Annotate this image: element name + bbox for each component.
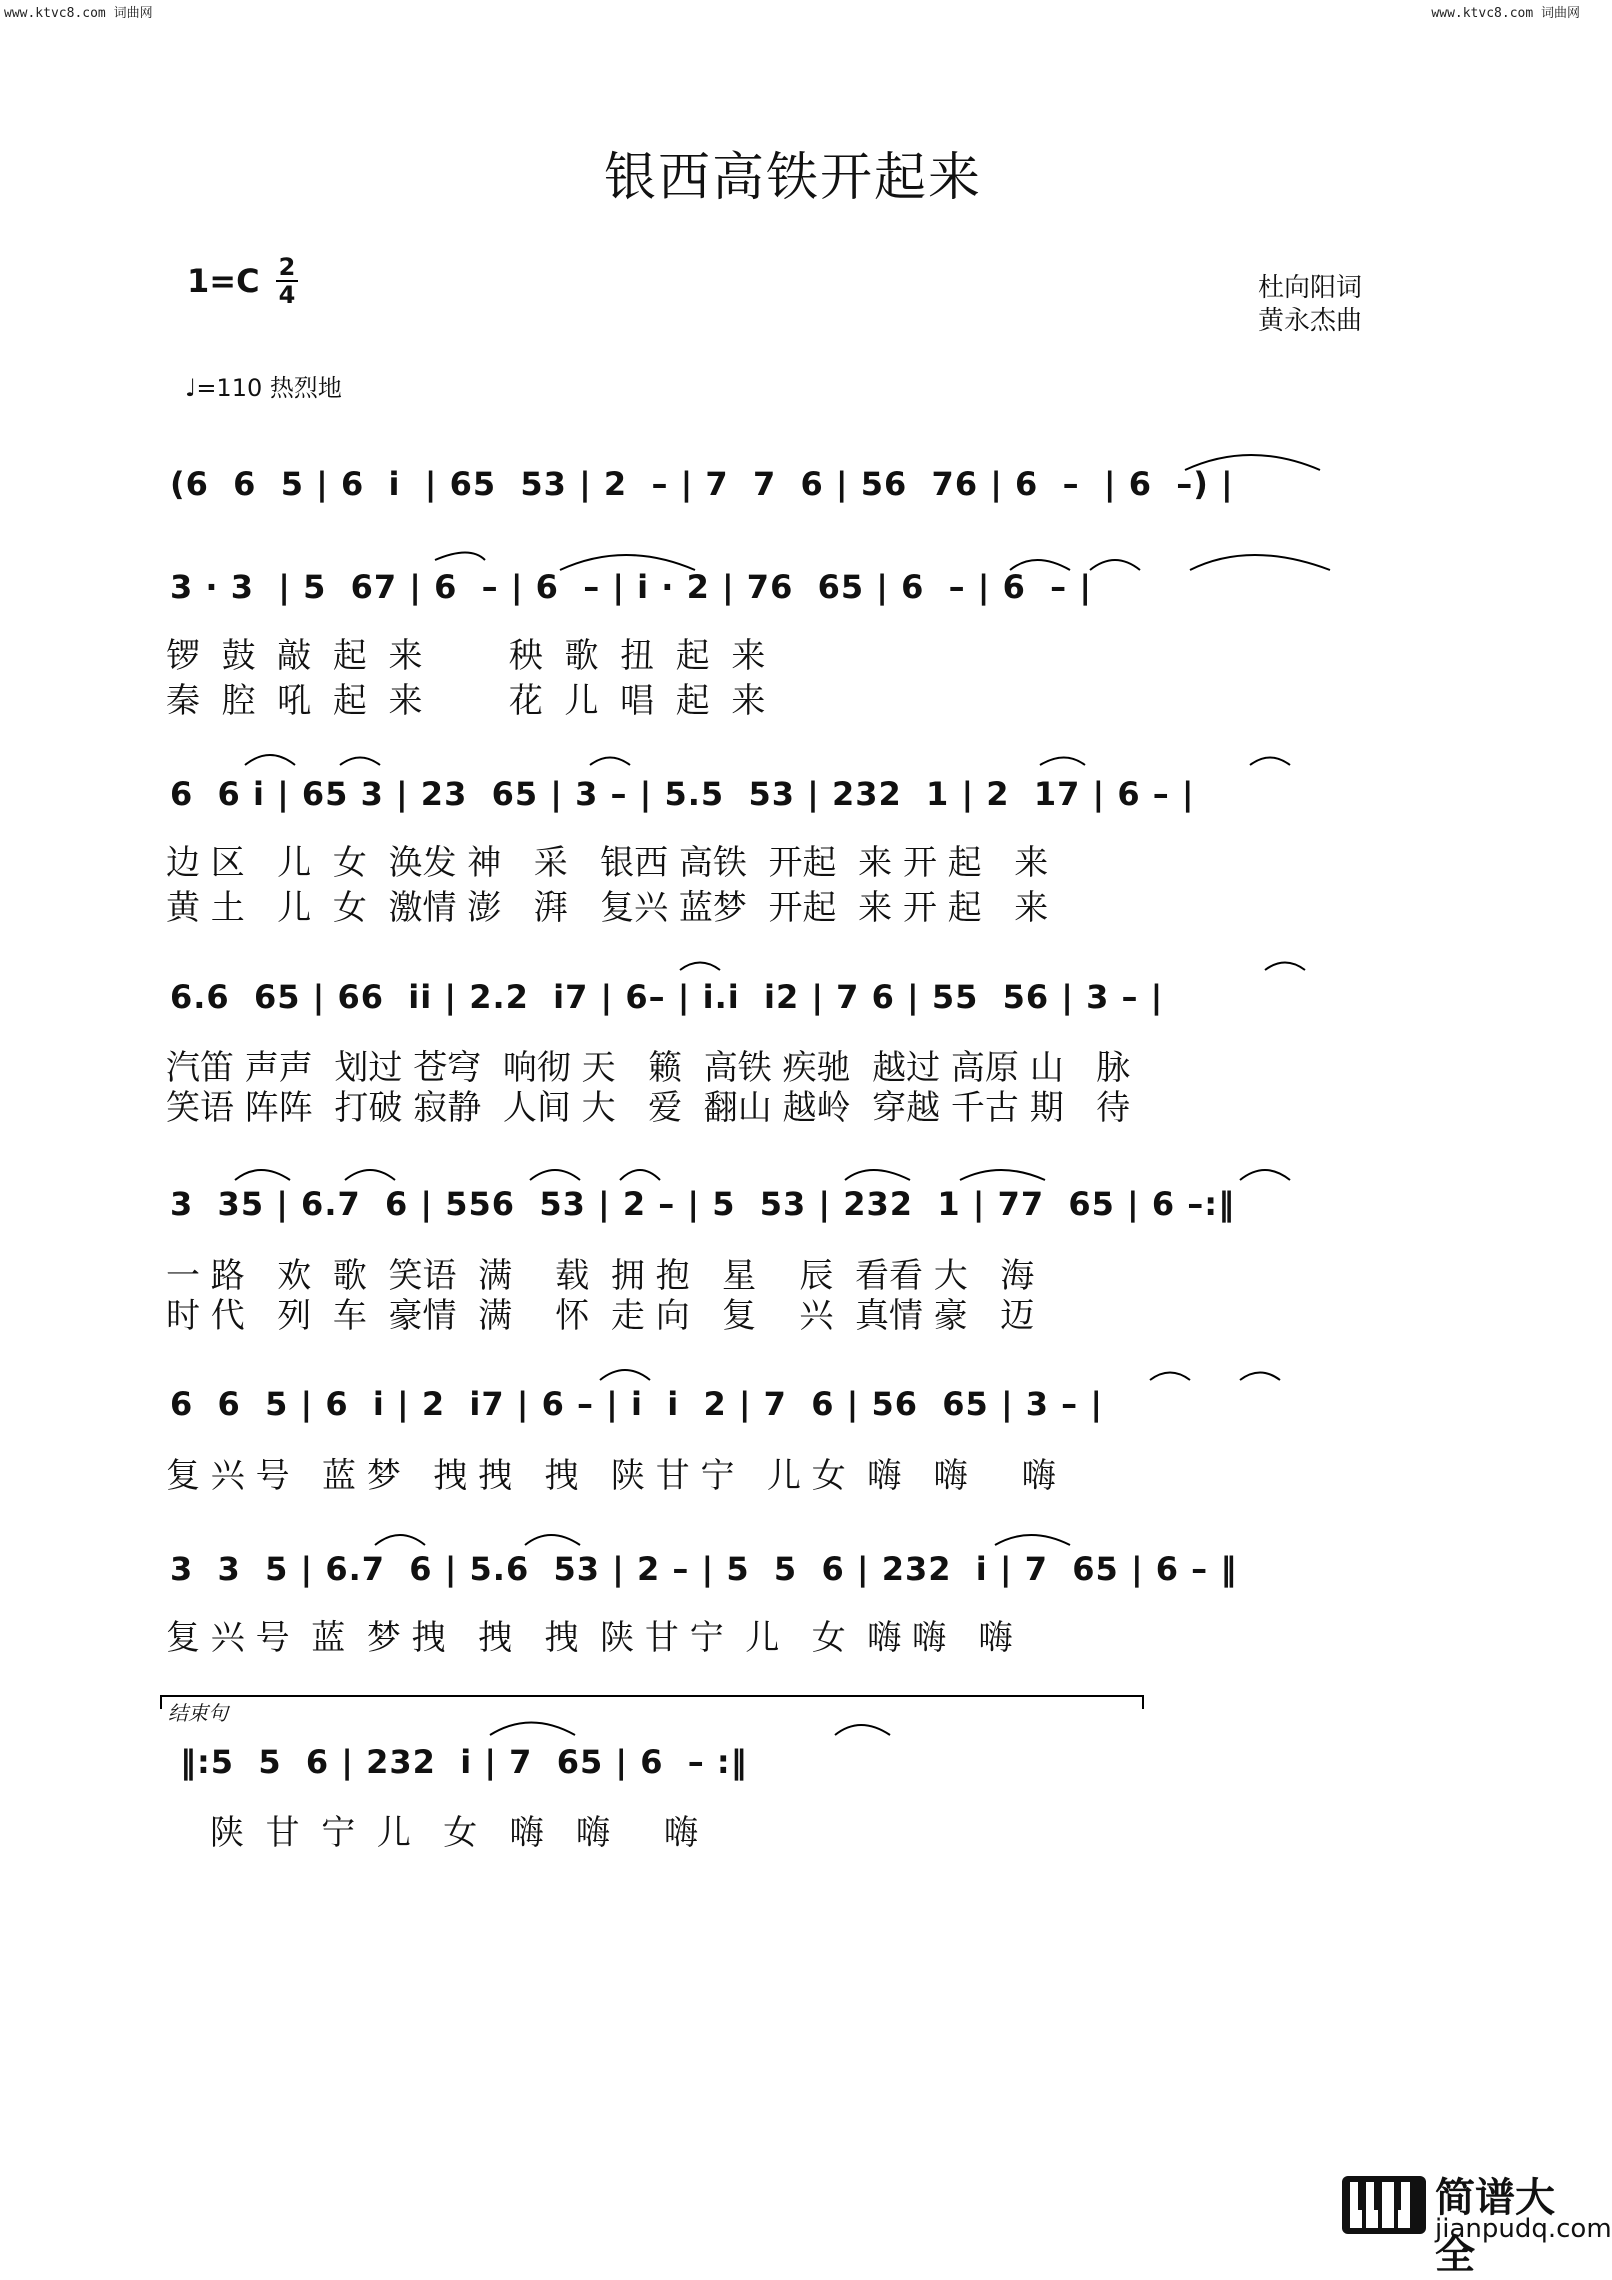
notation-row-3: 6 6 i | 65 3 | 23 65 | 3 – | 5.5 53 | 232 1 | 2 17 | 6 – | — [170, 775, 1195, 813]
lyric-row-3-verse-1: 边 区 儿 女 涣发 神 采 银西 高铁 开起 来 开 起 来 — [166, 843, 1049, 883]
header-left: www.ktvc8.com 词曲网 — [4, 6, 153, 21]
lyric-row-6: 复 兴 号 蓝 梦 拽 拽 拽 陕 甘 宁 儿 女 嗨 嗨 嗨 — [166, 1456, 1056, 1496]
lyric-row-8: 陕 甘 宁 儿 女 嗨 嗨 嗨 — [210, 1813, 699, 1853]
lyric-row-4-verse-1: 汽笛 声声 划过 苍穹 响彻 天 籁 高铁 疾驰 越过 高原 山 脉 — [166, 1048, 1131, 1088]
notation-row-7: 3 3 5 | 6.7 6 | 5.6 53 | 2 – | 5 5 6 | 232 i | 7 65 | 6 – ‖ — [170, 1550, 1238, 1588]
lyric-row-2-verse-1: 锣 鼓 敲 起 来 秧 歌 扭 起 来 — [166, 636, 766, 676]
notation-row-4: 6.6 65 | 66 ii | 2.2 i7 | 6– | i.i i2 | 7 6 | 55 56 | 3 – | — [170, 978, 1164, 1016]
notation-row-6: 6 6 5 | 6 i | 2 i7 | 6 – | i i 2 | 7 6 | 56 65 | 3 – | — [170, 1385, 1103, 1423]
logo-text: 简谱大全 — [1435, 2175, 1555, 2278]
lyric-row-4-verse-2: 笑语 阵阵 打破 寂静 人间 大 爱 翻山 越岭 穿越 千古 期 待 — [166, 1088, 1131, 1128]
tempo-marking: ♩=110 热烈地 — [185, 374, 342, 402]
notation-row-1: (6 6 5 | 6 i | 65 53 | 2 – | 7 7 6 | 56 76 | 6 – | 6 –) | — [170, 465, 1234, 503]
notation-row-2: 3 · 3 | 5 67 | 6 – | 6 – | i · 2 | 76 65 | 6 – | 6 – | — [170, 568, 1092, 606]
piano-keys-icon — [1340, 2168, 1430, 2238]
ending-label: 结束句 — [168, 1701, 228, 1725]
lyric-row-5-verse-2: 时 代 列 车 豪情 满 怀 走 向 复 兴 真情 豪 迈 — [166, 1296, 1035, 1336]
lyric-row-3-verse-2: 黄 土 儿 女 激情 澎 湃 复兴 蓝梦 开起 来 开 起 来 — [166, 888, 1049, 928]
lyric-row-2-verse-2: 秦 腔 吼 起 来 花 儿 唱 起 来 — [166, 681, 766, 721]
logo-url: jianpudq.com — [1435, 2214, 1612, 2244]
lyricist: 杜向阳词 — [1258, 273, 1363, 303]
lyric-row-5-verse-1: 一 路 欢 歌 笑语 满 载 拥 抱 星 辰 看看 大 海 — [166, 1256, 1035, 1296]
time-top: 2 — [278, 253, 296, 281]
header-right: www.ktvc8.com 词曲网 — [1431, 6, 1580, 21]
time-bottom: 4 — [278, 281, 296, 309]
key-signature: 1=C — [187, 262, 260, 300]
composer: 黄永杰曲 — [1258, 306, 1363, 336]
notation-row-5: 3 35 | 6.7 6 | 556 53 | 2 – | 5 53 | 232 1 | 77 65 | 6 –:‖ — [170, 1185, 1236, 1223]
lyric-row-7: 复 兴 号 蓝 梦 拽 拽 拽 陕 甘 宁 儿 女 嗨 嗨 嗨 — [166, 1618, 1013, 1658]
notation-row-8: ‖:5 5 6 | 232 i | 7 65 | 6 – :‖ — [180, 1743, 748, 1781]
song-title: 银西高铁开起来 — [603, 148, 982, 208]
